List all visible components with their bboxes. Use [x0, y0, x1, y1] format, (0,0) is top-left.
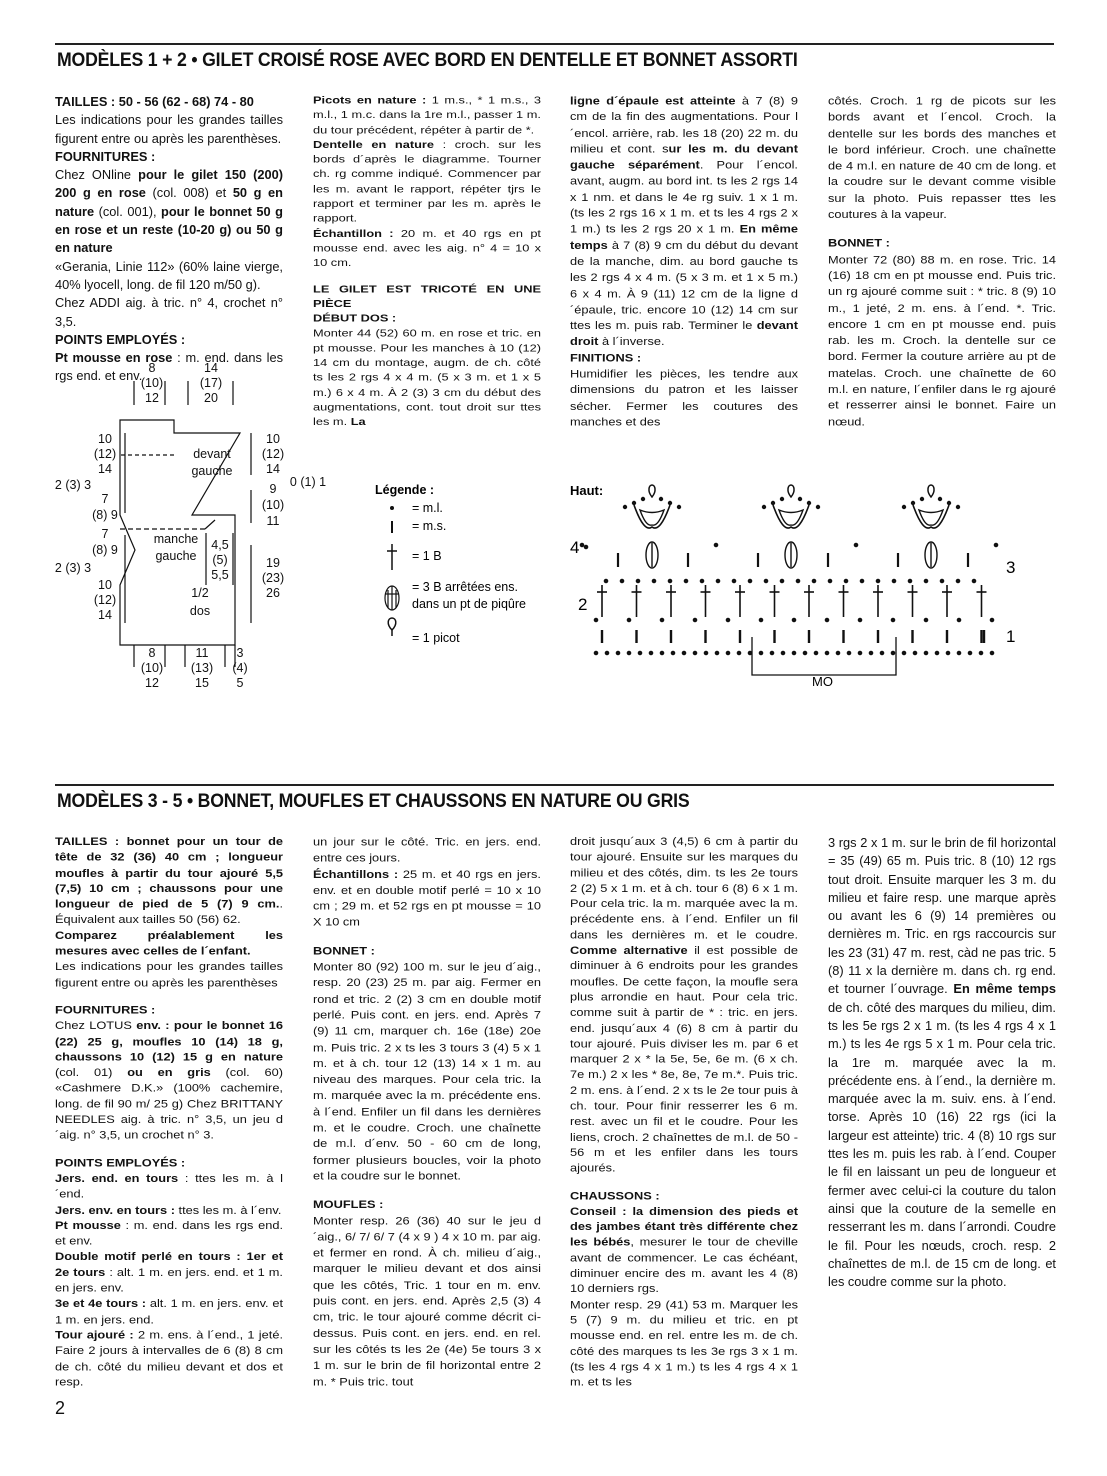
s2-fournitures: Chez LOTUS env. : pour le bonnet 16 (22) 25 g, moufles 10 (14) 18 g, chaussons 10 (12) 15 g en nature (col. 01) ou en gris (col. 60) «Cashmere D.K.» (100% cachemire, long. de fil 90 m/ 25 g) Chez BRITTANY NEEDLES aig. à tric. n° 3,5, un jeu d´aig. n° 3,5, un crochet n° 3. — [55, 1018, 283, 1142]
s2-droit: droit jusqu´aux 3 (4,5) 6 cm à partir du tour ajouré. Ensuite sur les marques du milieu et des côtés, dim. ts les 2e tours 2 (2) 5 x 1 m. et à ch. tour 6 (8) 6 x 1 m. Pour cela tric. la m. marquée avec la m. précédente ens. à l´end. Enfiler un fil dans les dernières m. et le coudre. Comme alternative il est possible de diminuer à 6 endroits pour les grandes moufles. De cette façon, la moufle sera plus arrondie en haut. Pour cela tric. comme suit à partir de * : tric. en jers. end. jusqu´aux 4 (6) 8 cm à partir du tour ajouré. Puis diviser les m. par 6 et marquer 2 x * la 5e, 5e, 6e m. (6 x ch. 7e m.) 2 x les * 8e, 8e, 7e m.*. Puis tric. 2 m. ens. à l´end. 2 x ts le 2e tour puis à ch. tour. Pour finir resserrer les 6 m. rest. avec un fil et le coudre. Pour les liens, croch. 2 chaînettes de m.l. de 50 - 56 m et les enfiler dans les tours ajourés. — [570, 834, 798, 1175]
picot-symbol — [388, 618, 396, 636]
chain-dot — [979, 651, 983, 655]
s1-column-3 — [570, 93, 798, 430]
chain-dot — [807, 501, 810, 504]
bottom-a-3: 12 — [145, 676, 159, 690]
bottom-b-2: (13) — [190, 661, 214, 675]
right-b-2: (10) — [261, 498, 285, 512]
chain-dot — [771, 501, 774, 504]
bottom-c-2: (4) — [232, 661, 248, 675]
chain-dot — [594, 651, 598, 655]
top-rule-1 — [55, 43, 1054, 45]
inner-3: 5,5 — [211, 568, 229, 582]
chain-dot — [660, 618, 664, 622]
s2-column-3 — [570, 834, 798, 1390]
row-4-label: 4 — [570, 538, 580, 557]
s2-bonnet-label: BONNET : — [313, 943, 375, 957]
chain-dot — [858, 651, 862, 655]
s2-rgs: 3 rgs 2 x 1 m. sur le brin de fil horizontal = 35 (49) 65 m. Puis tric. 8 (10) 12 rgs tout droit. Ensuite marquer les 3 m. du milieu et faire resp. une marque après ou avant les 6 (9) 14 premières ou dernières m. Tric. en rgs raccourcis sur les 23 (31) 47 m. rest, càd ne pas tric. 5 (8) 11 x la dernière m. dans ch. rg end. et tourner l´ouvrage. En même temps de ch. côté des marques du milieu, dim. ts les 5e rgs 2 x 1 m. (ts les 4 rgs 4 x 1 m.) ts les 4e rgs 5 x 1 m. Pour cela tric. la 1re m. marquée avec la m. précédente ens. à l´end., la dernière m. marquée avec la m. suiv. ens. à l´end. torse. Après 10 (16) 22 rgs (ici la largeur est atteinte) tric. 4 (8) 10 rgs sur ttes les m. puis les rab. à l´end. Couper le fil en laissant un peu de longueur et fermer avec celui-ci la couture du talon ainsi que la couture de la semelle en resserrant les m. dans l´arrondi. Coudre le fil. Pour les nœuds, croch. resp. 2 chaînettes de m.l. de 15 cm de long. et les coudre comme sur la photo. — [828, 835, 1056, 1290]
s1-column-2 — [313, 93, 541, 430]
chain-dot — [902, 651, 906, 655]
chain-dot — [902, 505, 905, 508]
chain-dot — [935, 651, 939, 655]
top-left-12: 12 — [145, 391, 159, 405]
s2-points-label: POINTS EMPLOYÉS : — [55, 1156, 186, 1170]
top-right-14: 14 — [204, 361, 218, 375]
gilet-schematic — [40, 355, 340, 700]
chain-dot — [671, 651, 675, 655]
row-3-label: 3 — [1006, 558, 1016, 577]
chain-dot — [716, 579, 720, 583]
chain-dot — [627, 618, 631, 622]
s1-gilet-heading: LE GILET EST TRICOTÉ EN UNE PIÈCE — [313, 282, 541, 310]
chain-dot — [668, 501, 671, 504]
picot-symbol — [649, 485, 655, 497]
s1-dentelle: Dentelle en nature : croch. sur les bords d´après le diagramme. Tourner ch. rg comme indiqué. Commencer par les m. avant le rapport, répéter tjrs le rapport et terminer par les m. après le rapport. — [313, 138, 541, 225]
chain-dot — [957, 618, 961, 622]
legend-b3-1: = 3 B arrêtées ens. — [412, 580, 518, 594]
chain-dot — [584, 545, 588, 549]
left-d-2: (12) — [93, 593, 117, 607]
chain-dot — [792, 618, 796, 622]
bottom-c-3: 5 — [236, 676, 244, 690]
lace-diagram — [566, 475, 1026, 695]
s2-indications: Les indications pour les grandes tailles figurent entre ou après les parenthèses — [55, 960, 283, 989]
chain-dot — [652, 579, 656, 583]
chain-dot — [796, 579, 800, 583]
legend — [368, 478, 548, 653]
s1-echantillon: Échantillon : 20 m. et 40 rgs en pt mousse end. avec les aig. n° 4 = 10 x 10 cm. — [313, 226, 541, 269]
chain-dot — [814, 651, 818, 655]
chain-dot — [732, 579, 736, 583]
s2-echantillons: Échantillons : 25 m. et 40 rgs en jers. env. et en double motif perlé = 10 x 10 cm ; 29 m. et 52 rgs en pt mousse = 10 X 10 cm — [313, 867, 541, 929]
inner-2: (5) — [212, 553, 228, 567]
chain-dot — [632, 501, 635, 504]
top-left-8: 8 — [148, 361, 156, 375]
s2-p3: Pt mousse : m. end. dans les rgs end. et env. — [55, 1218, 283, 1248]
chain-dot — [748, 651, 752, 655]
chain-dot — [764, 579, 768, 583]
chain-dot — [798, 497, 801, 500]
chain-dot — [780, 497, 783, 500]
chain-dot — [913, 651, 917, 655]
chain-dot — [924, 579, 928, 583]
chain-dot — [649, 651, 653, 655]
right-b-3: 11 — [266, 514, 280, 528]
chain-dot — [847, 651, 851, 655]
inner-1: 4,5 — [211, 538, 229, 552]
legend-ml: = m.l. — [412, 501, 443, 515]
s2-jour: un jour sur le côté. Tric. en jers. end. entre ces jours. — [313, 834, 541, 865]
section-2-title: MODÈLES 3 - 5 • BONNET, MOUFLES ET CHAUSSONS EN NATURE OU GRIS — [57, 791, 690, 812]
chain-dot — [759, 651, 763, 655]
right-c-1: 19 — [266, 556, 280, 570]
chain-dot — [659, 497, 662, 500]
left-a-3: 14 — [98, 462, 112, 476]
chain-dot — [677, 505, 680, 508]
chain-dot — [605, 651, 609, 655]
section-1-title: MODÈLES 1 + 2 • GILET CROISÉ ROSE AVEC BORD EN DENTELLE ET BONNET ASSORTI — [57, 50, 798, 71]
left-d-1: 10 — [98, 578, 112, 592]
chain-dot — [715, 651, 719, 655]
chain-dot — [627, 651, 631, 655]
chain-dot — [762, 505, 765, 508]
right-side: 0 (1) 1 — [289, 475, 327, 489]
gauche-label: gauche — [191, 464, 233, 478]
left-a-2: (12) — [93, 447, 117, 461]
chain-dot — [892, 579, 896, 583]
chain-dot — [638, 651, 642, 655]
chain-dot — [891, 651, 895, 655]
chain-dot — [668, 579, 672, 583]
mo-label: MO — [812, 674, 833, 689]
s1-pt-mousse: Pt mousse en rose : m. end. dans les rgs end. et env. — [55, 350, 283, 384]
fan-inner — [640, 510, 664, 525]
top-left-10: (10) — [140, 376, 164, 390]
chain-dot — [641, 497, 644, 500]
chain-dot — [623, 505, 626, 508]
ml-symbol — [390, 506, 394, 510]
chain-dot — [726, 618, 730, 622]
bottom-a-1: 8 — [148, 646, 156, 660]
chain-dot — [940, 579, 944, 583]
s2-p4: Double motif perlé en tours : 1er et 2e tours : alt. 1 m. en jers. end. et 1 m. en jers. env. — [55, 1250, 283, 1295]
fan-inner — [779, 510, 803, 525]
chain-dot — [947, 501, 950, 504]
top-right-17: (17) — [199, 376, 223, 390]
chain-dot — [994, 543, 998, 547]
side-b: 2 (3) 3 — [54, 561, 92, 575]
left-b-2: (8) 9 — [92, 508, 118, 522]
chain-dot — [684, 579, 688, 583]
chain-dot — [580, 543, 584, 547]
chain-dot — [660, 651, 664, 655]
s1-needles: Chez ADDI aig. à tric. n° 4, crochet n° 3,5. — [55, 295, 283, 329]
page-number: 2 — [55, 1398, 66, 1418]
right-a-2: (12) — [261, 447, 285, 461]
chain-dot — [812, 579, 816, 583]
chain-dot — [770, 651, 774, 655]
bottom-c-1: 3 — [236, 646, 244, 660]
bottom-b-1: 11 — [195, 646, 209, 660]
legend-picot: = 1 picot — [412, 631, 460, 645]
diagram-haut: Haut: — [570, 483, 604, 498]
chain-dot — [594, 618, 598, 622]
s1-cotes: côtés. Croch. 1 rg de picots sur les bords avant et l´encol. Croch. la dentelle sur les bords des manches et le bord inférieur. Croch. une chaînette de 4 m.l. en nature de 40 cm de long. et la coudre sur le devant comme visible sur la photo. Puis repasser ttes les coutures à la vapeur. — [828, 93, 1056, 221]
chain-dot — [792, 651, 796, 655]
chain-dot — [911, 501, 914, 504]
chain-dot — [825, 651, 829, 655]
chain-dot — [938, 497, 941, 500]
chain-dot — [780, 579, 784, 583]
chain-dot — [748, 579, 752, 583]
chain-dot — [816, 505, 819, 508]
b-symbol — [387, 544, 397, 570]
chain-dot — [844, 579, 848, 583]
top-right-20: 20 — [204, 391, 218, 405]
s2-p1: Jers. end. en tours : ttes les m. à l´end. — [55, 1171, 283, 1201]
s1-debut-text: Monter 44 (52) 60 m. en rose et tric. en pt mousse. Pour les manches à 10 (12) 14 cm du montage, augm. de ch. côté ts les 2 rgs 4 x 4 m. (5 x 3 m. et 1 x 5 m.) 6 x 4 m. À 2 (3) 3 cm du début des augmentations, cont. tout droit sur ttes les m. La — [313, 326, 541, 428]
left-a-1: 10 — [98, 432, 112, 446]
chain-dot — [836, 651, 840, 655]
chain-dot — [620, 579, 624, 583]
chain-dot — [891, 618, 895, 622]
chain-dot — [920, 497, 923, 500]
side-a: 2 (3) 3 — [54, 478, 92, 492]
s1-finitions: Humidifier les pièces, les tendre aux dimensions du patron et les laisser sécher. Fermer les coutures des manches et des — [570, 366, 798, 429]
bottom-a-2: (10) — [140, 661, 164, 675]
chain-dot — [956, 505, 959, 508]
chain-dot — [908, 579, 912, 583]
chain-dot — [972, 579, 976, 583]
row-2-label: 2 — [578, 595, 588, 614]
chain-dot — [990, 618, 994, 622]
devant-label: devant — [193, 447, 231, 461]
chain-dot — [693, 651, 697, 655]
picot-symbol — [788, 485, 794, 497]
chain-dot — [636, 579, 640, 583]
legend-b3-2: dans un pt de piqûre — [412, 597, 526, 611]
s2-chaussons-label: CHAUSSONS : — [570, 1188, 660, 1202]
left-b-1: 7 — [101, 492, 109, 506]
chain-dot — [876, 579, 880, 583]
chain-dot — [803, 651, 807, 655]
top-rule-2 — [55, 784, 1054, 786]
s1-yarn: «Gerania, Linie 112» (60% laine vierge, 40% lyocell, long. de fil 120 m/50 g). — [55, 258, 283, 292]
chain-dot — [693, 618, 697, 622]
chain-dot — [880, 651, 884, 655]
chain-dot — [869, 651, 873, 655]
row-1-label: 1 — [1006, 627, 1016, 646]
chain-dot — [604, 579, 608, 583]
s1-column-1 — [55, 93, 283, 386]
chain-dot — [968, 651, 972, 655]
s2-p5: 3e et 4e tours : alt. 1 m. en jers. env. et 1 m. en jers. end. — [55, 1297, 283, 1326]
s2-p6: Tour ajouré : 2 m. ens. à l´end., 1 jeté. Faire 2 jours à intervalles de 6 (8) 8 cm de ch. côté du milieu devant et dos et resp. — [55, 1328, 283, 1389]
left-c-1: 7 — [101, 527, 109, 541]
s2-bonnet: Monter 80 (92) 100 m. sur le jeu d´aig., resp. 20 (23) 25 m. par aig. Fermer en rond et tric. 2 (2) 3 cm en double motif perlé. Puis cont. en jers. end. Après 7 (9) 11 cm, marquer ch. 16e (18e) 20e m. Puis tric. 2 x ts les 3 tours 3 (4) 5 x 1 m. et à ch. tour 12 (13) 14 x 1 m. au niveau des marques. Pour cela tric. la m. marquée avec la m. précédente ens. à l´end. Enfiler un fil dans les dernières m. et le coudre. Croch. une chaînette de m.l. d´env. 50 - 60 cm de long, former plusieurs boucles, voir la photo et la coudre sur le bonnet. — [313, 959, 541, 1183]
s1-bonnet-label: BONNET : — [828, 236, 890, 250]
right-a-1: 10 — [266, 432, 280, 446]
chain-dot — [714, 543, 718, 547]
chain-dot — [781, 651, 785, 655]
s1-column-4 — [828, 93, 1056, 430]
b3-symbol — [385, 586, 399, 610]
s2-tailles: TAILLES : bonnet pour un tour de tête de 32 (36) 40 cm ; longueur moufles à partir du tour ajouré 5,5 (7,5) 10 cm ; chaussons pour une longueur de pied de 5 (7) 9 cm.. Équivalent aux tailles 50 (56) 62. — [55, 834, 283, 926]
s1-finitions-label: FINITIONS : — [570, 350, 642, 364]
half-label: 1/2 — [191, 586, 209, 600]
bottom-b-3: 15 — [195, 676, 209, 690]
s2-fournitures-label: FOURNITURES : — [55, 1003, 156, 1017]
picot-symbol — [928, 485, 934, 497]
left-c-2: (8) 9 — [92, 543, 118, 557]
s1-epaule: ligne d´épaule est atteinte à 7 (8) 9 cm de la fin des augmentations. Pour l´encol. arrière, rab. les 18 (20) 22 m. du milieu et cont. sur les m. du devant gauche séparément. Pour l´encol. avant, augm. au bord int. ts les 2 rgs 14 x 1 nm. et dans le 4e rg suiv. 1 x 1 m. (ts les 2 rgs 16 x 1 m. et ts les 4 rgs 2 x 1 m.) ts les 2 rgs 20 x 1 m. En même temps à 7 (8) 9 cm du début du devant de la manche, dim. au bord gauche ts les 2 rgs 4 x 4 m. (5 x 3 m. et 1 x 5 m.) 6 x 4 m. À 9 (11) 12 cm de la ligne d´épaule, tric. encore 10 (12) 14 cm sur ttes les m. puis rab. Terminer le devant droit à l´inverse. — [570, 93, 799, 348]
chain-dot — [854, 543, 858, 547]
chain-dot — [990, 651, 994, 655]
s2-comparez: Comparez préalablement les mesures avec celles de l´enfant. — [55, 928, 283, 958]
chain-dot — [924, 651, 928, 655]
chain-dot — [860, 579, 864, 583]
legend-title: Légende : — [375, 483, 435, 497]
chain-dot — [737, 651, 741, 655]
s1-bonnet: Monter 72 (80) 88 m. en rose. Tric. 14 (16) 18 cm en pt mousse end. Puis tric. un rg ajouré comme suit : * tric. 8 (9) 10 m., 1 jeté, 2 m. ens. à l´end. *. Tric. encore 1 cm en pt mousse end. puis rab. les m. Croch. la dentelle sur ce bord. Fermer la couture arrière au pt de matelas. Croch. une chaînette de 60 m.l. en nature, l´enfiler dans le rg ajouré et resserrer ainsi le bonnet. Faire un nœud. — [828, 252, 1056, 428]
chain-dot — [956, 579, 960, 583]
chain-dot — [828, 579, 832, 583]
right-a-3: 14 — [266, 462, 280, 476]
s2-monter: Monter resp. 29 (41) 53 m. Marquer les 5 (7) 9 m. du milieu et tric. en pt mousse end. en rel. entre les m. de ch. côté des marques ts les 3e rgs 3 x 1 m. (ts les 4 rgs 4 x 1 m.) ts les 4 rgs 4 x 1 m. et ts les — [570, 1297, 798, 1389]
s2-moufles: Monter resp. 26 (36) 40 sur le jeu d´aig., 6/ 7/ 6/ 7 (4 x 9 ) 4 x 10 m. par aig. et fermer en rond. À ch. milieu d´aig., marquer le milieu devant et dos ainsi que les côtés, Tric. 1 tour en m. env. puis cont. en jers. end. Après 2,5 (3) 4 cm, tric. le tour ajouré comme décrit ci-dessus. Puis cont. en jers. end. en rel. sur les côtés ts les 2e (4e) 5e tours 3 x 1 m. sur le brin de fil horizontal entre 2 m. * Puis tric. tout — [313, 1213, 541, 1388]
chain-dot — [759, 618, 763, 622]
s2-column-2 — [313, 834, 541, 1390]
legend-b: = 1 B — [412, 549, 442, 563]
chain-dot — [682, 651, 686, 655]
right-b-1: 9 — [269, 482, 277, 496]
chain-dot — [924, 618, 928, 622]
s1-fournitures: Chez ONline pour le gilet 150 (200) 200 g en rose (col. 008) et 50 g en nature (col. 001), pour le bonnet 50 g en rose et un reste (10-20 g) ou 50 g en nature — [55, 167, 284, 256]
chain-dot — [700, 579, 704, 583]
left-d-3: 14 — [98, 608, 112, 622]
s1-picots: Picots en nature : 1 m.s., * 1 m.s., 3 m.l., 1 m.c. dans la 1re m.l., passer 1 m. du tour précédent, répéter à partir de *. — [313, 93, 541, 136]
right-c-3: 26 — [266, 586, 280, 600]
chain-dot — [825, 618, 829, 622]
s1-points-label: POINTS EMPLOYÉS : — [55, 331, 186, 347]
chain-dot — [616, 651, 620, 655]
chain-dot — [946, 651, 950, 655]
s2-column-1 — [55, 834, 283, 1390]
chain-dot — [704, 651, 708, 655]
chain-dot — [726, 651, 730, 655]
chain-dot — [858, 618, 862, 622]
dos-label: dos — [189, 604, 211, 618]
s1-fournitures-label: FOURNITURES : — [55, 148, 156, 164]
s1-debut-label: DÉBUT DOS : — [313, 312, 397, 325]
chain-dot — [957, 651, 961, 655]
s2-moufles-label: MOUFLES : — [313, 1197, 384, 1211]
s2-conseil: Conseil : la dimension des pieds et des jambes étant très différente chez les bébés, mesurer le tour de cheville avant de commencer. Le cas échéant, diminuer encire des m. avant les 4 (8) 10 derniers rgs. — [570, 1204, 798, 1296]
s2-p2: Jers. env. en tours : ttes les m. à l´env. — [55, 1203, 282, 1216]
s1-tailles: TAILLES : 50 - 56 (62 - 68) 74 - 80 — [55, 94, 254, 109]
manche-gauche-label: gauche — [155, 549, 197, 563]
legend-ms: = m.s. — [412, 519, 447, 533]
right-c-2: (23) — [261, 571, 285, 585]
fan-inner — [919, 510, 943, 525]
manche-label: manche — [153, 532, 199, 546]
s2-column-4 — [828, 834, 1056, 1291]
s1-tailles-text: Les indications pour les grandes tailles figurent entre ou après les parenthèses. — [55, 112, 283, 146]
